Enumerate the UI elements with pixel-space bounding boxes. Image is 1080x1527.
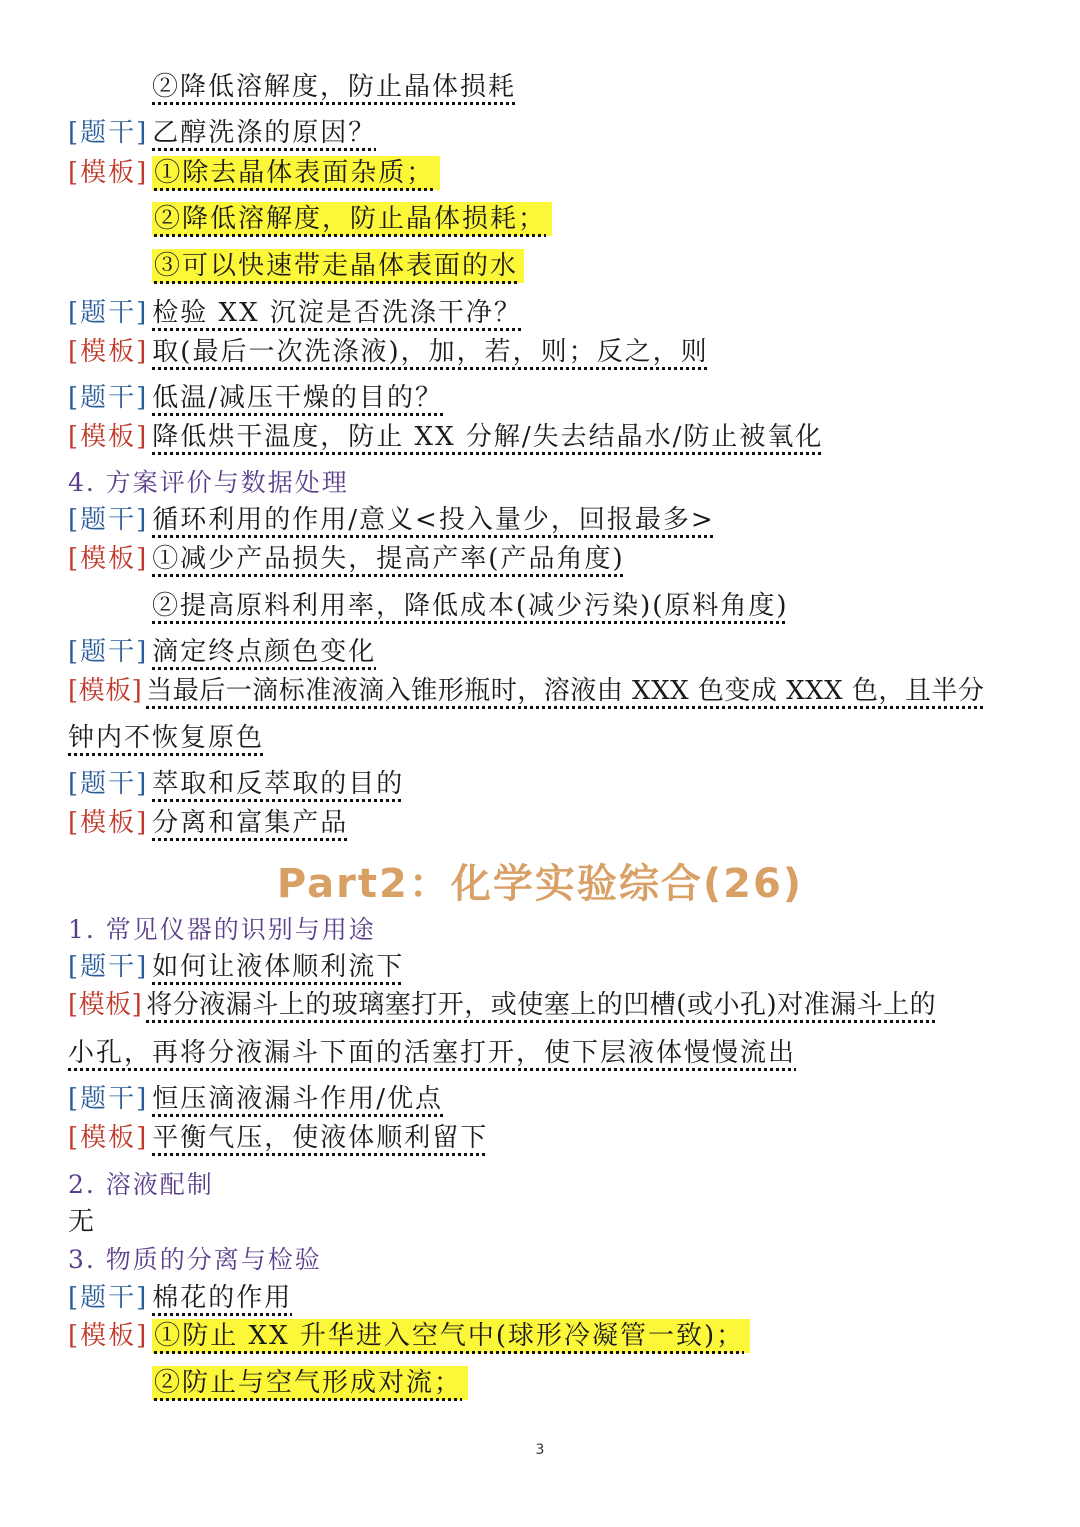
part-title: Part2：化学实验综合(26)	[276, 861, 804, 907]
page-number: 3	[535, 1442, 545, 1458]
question-tag: [题干]	[68, 1283, 149, 1313]
template-line: [模板] 当最后一滴标准液滴入锥形瓶时，溶液由 XXX 色变成 XXX 色，且半分	[68, 676, 985, 706]
template-tag: [模板]	[68, 1321, 149, 1351]
template-line: [模板] 取(最后一次洗涤液)，加，若，则；反之，则	[68, 337, 709, 367]
question-tag: [题干]	[68, 118, 149, 148]
question-line: [题干] 如何让液体顺利流下	[68, 952, 405, 982]
question-tag: [题干]	[68, 637, 149, 667]
question-tag: [题干]	[68, 769, 149, 799]
template-line: [模板] 降低烘干温度，防止 XX 分解/失去结晶水/防止被氧化	[68, 422, 824, 452]
template-tag: [模板]	[68, 676, 143, 706]
text-line: 无	[68, 1207, 97, 1237]
question-tag: [题干]	[68, 298, 149, 328]
question-tag: [题干]	[68, 505, 149, 535]
text-line: ②降低溶解度，防止晶体损耗	[152, 72, 517, 102]
template-tag: [模板]	[68, 158, 149, 188]
template-line: [模板] 分离和富集产品	[68, 808, 349, 838]
template-tag: [模板]	[68, 337, 149, 367]
template-line: [模板] 平衡气压，使液体顺利留下	[68, 1123, 489, 1153]
question-line: [题干] 检验 XX 沉淀是否洗涤干净？	[68, 298, 522, 328]
template-line	[152, 1366, 468, 1400]
section-heading: 1. 常见仪器的识别与用途	[68, 915, 376, 944]
question-line: [题干] 低温/减压干燥的目的？	[68, 383, 444, 413]
highlighted-text: ②降低溶解度，防止晶体损耗；	[152, 202, 552, 236]
template-line	[68, 156, 440, 190]
template-line	[152, 249, 524, 283]
question-line: [题干] 乙醇洗涤的原因？	[68, 118, 377, 148]
highlighted-text: ③可以快速带走晶体表面的水	[152, 249, 524, 283]
highlighted-text: ②防止与空气形成对流；	[152, 1366, 468, 1400]
template-line-continued: 小孔，再将分液漏斗下面的活塞打开，使下层液体慢慢流出	[68, 1038, 797, 1068]
section-heading: 4. 方案评价与数据处理	[68, 468, 349, 497]
question-tag: [题干]	[68, 1084, 149, 1114]
template-line: [模板] ①减少产品损失，提高产率(产品角度)	[68, 544, 625, 574]
highlighted-text: ①防止 XX 升华进入空气中(球形冷凝管一致)；	[152, 1319, 750, 1353]
section-heading: 2. 溶液配制	[68, 1170, 214, 1199]
template-tag: [模板]	[68, 422, 149, 452]
template-tag: [模板]	[68, 990, 143, 1020]
template-tag: [模板]	[68, 808, 149, 838]
question-tag: [题干]	[68, 952, 149, 982]
question-tag: [题干]	[68, 383, 149, 413]
template-line	[152, 202, 552, 236]
question-line: [题干] 滴定终点颜色变化	[68, 637, 377, 667]
section-heading: 3. 物质的分离与检验	[68, 1245, 322, 1274]
question-line: [题干] 萃取和反萃取的目的	[68, 769, 405, 799]
template-line	[68, 1319, 750, 1353]
question-line: [题干] 恒压滴液漏斗作用/优点	[68, 1084, 444, 1114]
highlighted-text: ①除去晶体表面杂质；	[152, 156, 440, 190]
template-tag: [模板]	[68, 1123, 149, 1153]
template-line: [模板] 将分液漏斗上的玻璃塞打开，或使塞上的凹槽(或小孔)对准漏斗上的	[68, 990, 937, 1020]
question-line: [题干] 循环利用的作用/意义<投入量少，回报最多>	[68, 505, 715, 535]
template-tag: [模板]	[68, 544, 149, 574]
template-line-continued: 钟内不恢复原色	[68, 723, 265, 753]
question-line: [题干] 棉花的作用	[68, 1283, 293, 1313]
template-line: ②提高原料利用率，降低成本(减少污染)(原料角度)	[152, 591, 789, 621]
